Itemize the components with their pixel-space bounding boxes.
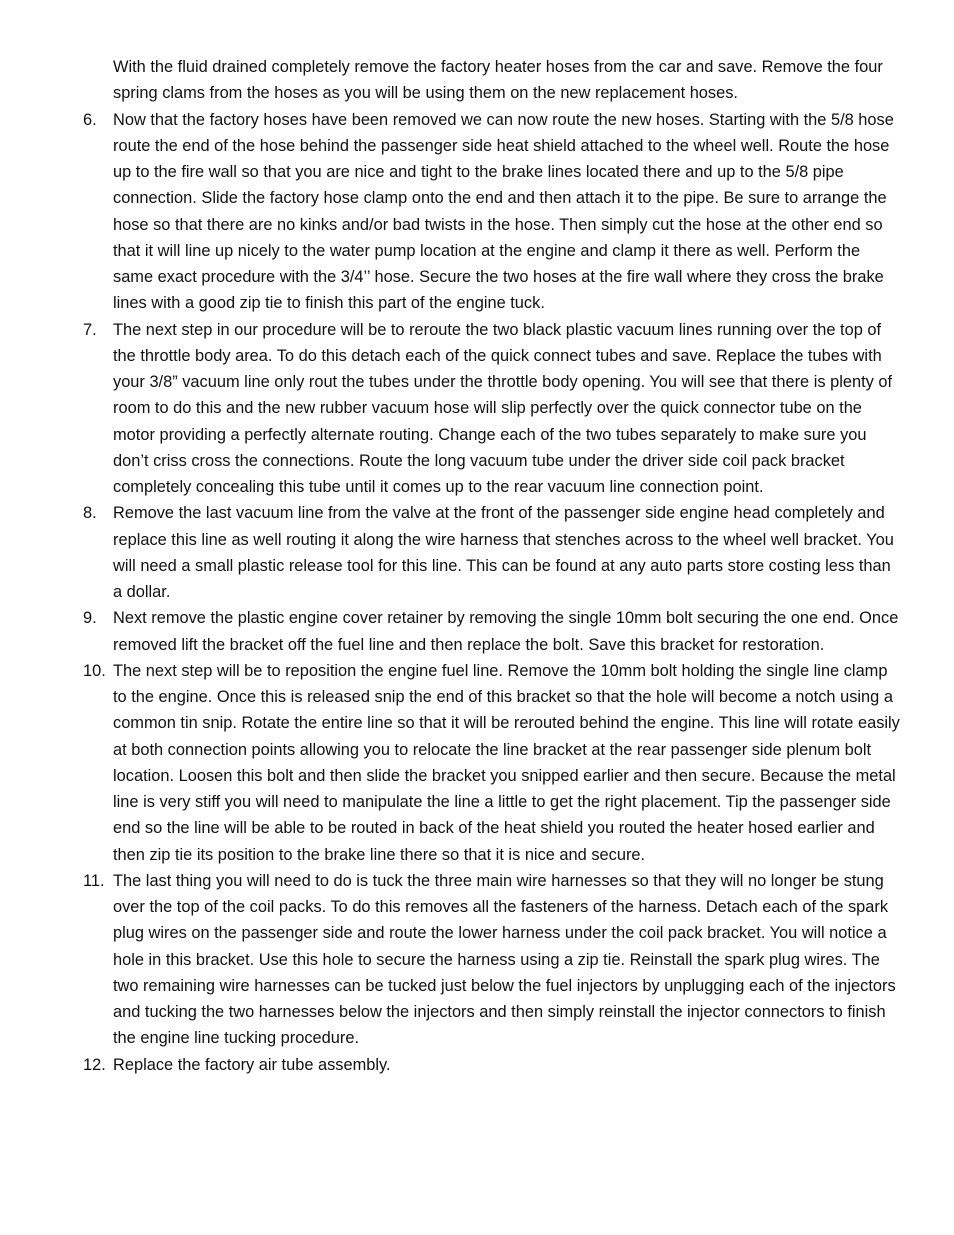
step-number: 7. <box>83 320 97 339</box>
step-text: Remove the last vacuum line from the valve at the front of the passenger side engine head completely and replace this line as well routing it along the wire harness that stenches across to the wheel well bracket. You will need a small plastic release tool for this line. This can be found at any auto parts store costing less than a dollar. <box>113 504 894 601</box>
step-text: Now that the factory hoses have been removed we can now route the new hoses. Starting with the 5/8 hose route the end of the hose behind the passenger side heat shield attached to the wheel well. Route the hose up to the fire wall so that you are nice and tight to the brake lines located there and up to the 5/8 pipe connection. Slide the factory hose clamp onto the end and then attach it to the pipe. Be sure to arrange the hose so that there are no kinks and/or bad twists in the hose. Then simply cut the hose at the other end so that it will line up nicely to the water pump location at the engine and clamp it there as well. Perform the same exact procedure with the 3/4’’ hose. Secure the two hoses at the fire wall where they cross the brake lines with a good zip tie to finish this part of the engine tuck. <box>113 110 894 313</box>
step-number: 10. <box>83 661 106 680</box>
step-text: Next remove the plastic engine cover retainer by removing the single 10mm bolt securing the one end. Once removed lift the bracket off the fuel line and then replace the bolt. Save this bracket for restoration. <box>113 609 899 654</box>
step-number: 12. <box>83 1055 106 1074</box>
list-item-step-11 <box>83 868 903 1052</box>
step-number: 8. <box>83 504 97 523</box>
list-item-step-10 <box>83 658 903 868</box>
step-text: The last thing you will need to do is tuck the three main wire harnesses so that they will no longer be stung over the top of the coil packs. To do this removes all the fasteners of the harness. Detach each of the spark plug wires on the passenger side and route the lower harness under the coil pack bracket. You will notice a hole in this bracket. Use this hole to secure the harness using a zip tie. Reinstall the spark plug wires. The two remaining wire harnesses can be tucked just below the fuel injectors by unplugging each of the injectors and tucking the two harnesses below the injectors and then simply reinstall the injector connectors to finish the engine line tucking procedure. <box>113 871 896 1048</box>
list-item-step-12 <box>83 1052 903 1078</box>
list-item-step-7 <box>83 317 903 501</box>
procedure-steps-list <box>0 107 954 1078</box>
list-item-step-6 <box>83 107 903 317</box>
list-item-step-8 <box>83 500 903 605</box>
step-number: 6. <box>83 110 97 129</box>
step-number: 9. <box>83 609 97 628</box>
intro-paragraph: With the fluid drained completely remove the factory heater hoses from the car and save. Remove the four spring clams from the hoses as you will be using them on the new replacement hoses. <box>113 58 883 103</box>
step-text: The next step will be to reposition the engine fuel line. Remove the 10mm bolt holding the single line clamp to the engine. Once this is released snip the end of this bracket so that the hole will become a notch using a common tin snip. Rotate the entire line so that it will be rerouted behind the engine. This line will rotate easily at both connection points allowing you to relocate the line bracket at the rear passenger side plenum bolt location. Loosen this bolt and then slide the bracket you snipped earlier and then secure. Because the metal line is very stiff you will need to manipulate the line a little to get the right placement. Tip the passenger side end so the line will be able to be routed in back of the heat shield you routed the heater hosed earlier and then zip tie its position to the brake line there so that it is nice and secure. <box>113 661 900 864</box>
list-item-step-9 <box>83 605 903 658</box>
step-text: Replace the factory air tube assembly. <box>113 1055 391 1074</box>
step-number: 11. <box>83 871 105 890</box>
step-text: The next step in our procedure will be to reroute the two black plastic vacuum lines running over the top of the throttle body area. To do this detach each of the quick connect tubes and save. Replace the tubes with your 3/8” vacuum line only rout the tubes under the throttle body opening. You will see that there is plenty of room to do this and the new rubber vacuum hose will slip perfectly over the quick connector tube on the motor providing a perfectly alternate routing. Change each of the two tubes separately to make sure you don’t criss cross the connections. Route the long vacuum tube under the driver side coil pack bracket completely concealing this tube until it comes up to the rear vacuum line connection point. <box>113 320 893 496</box>
